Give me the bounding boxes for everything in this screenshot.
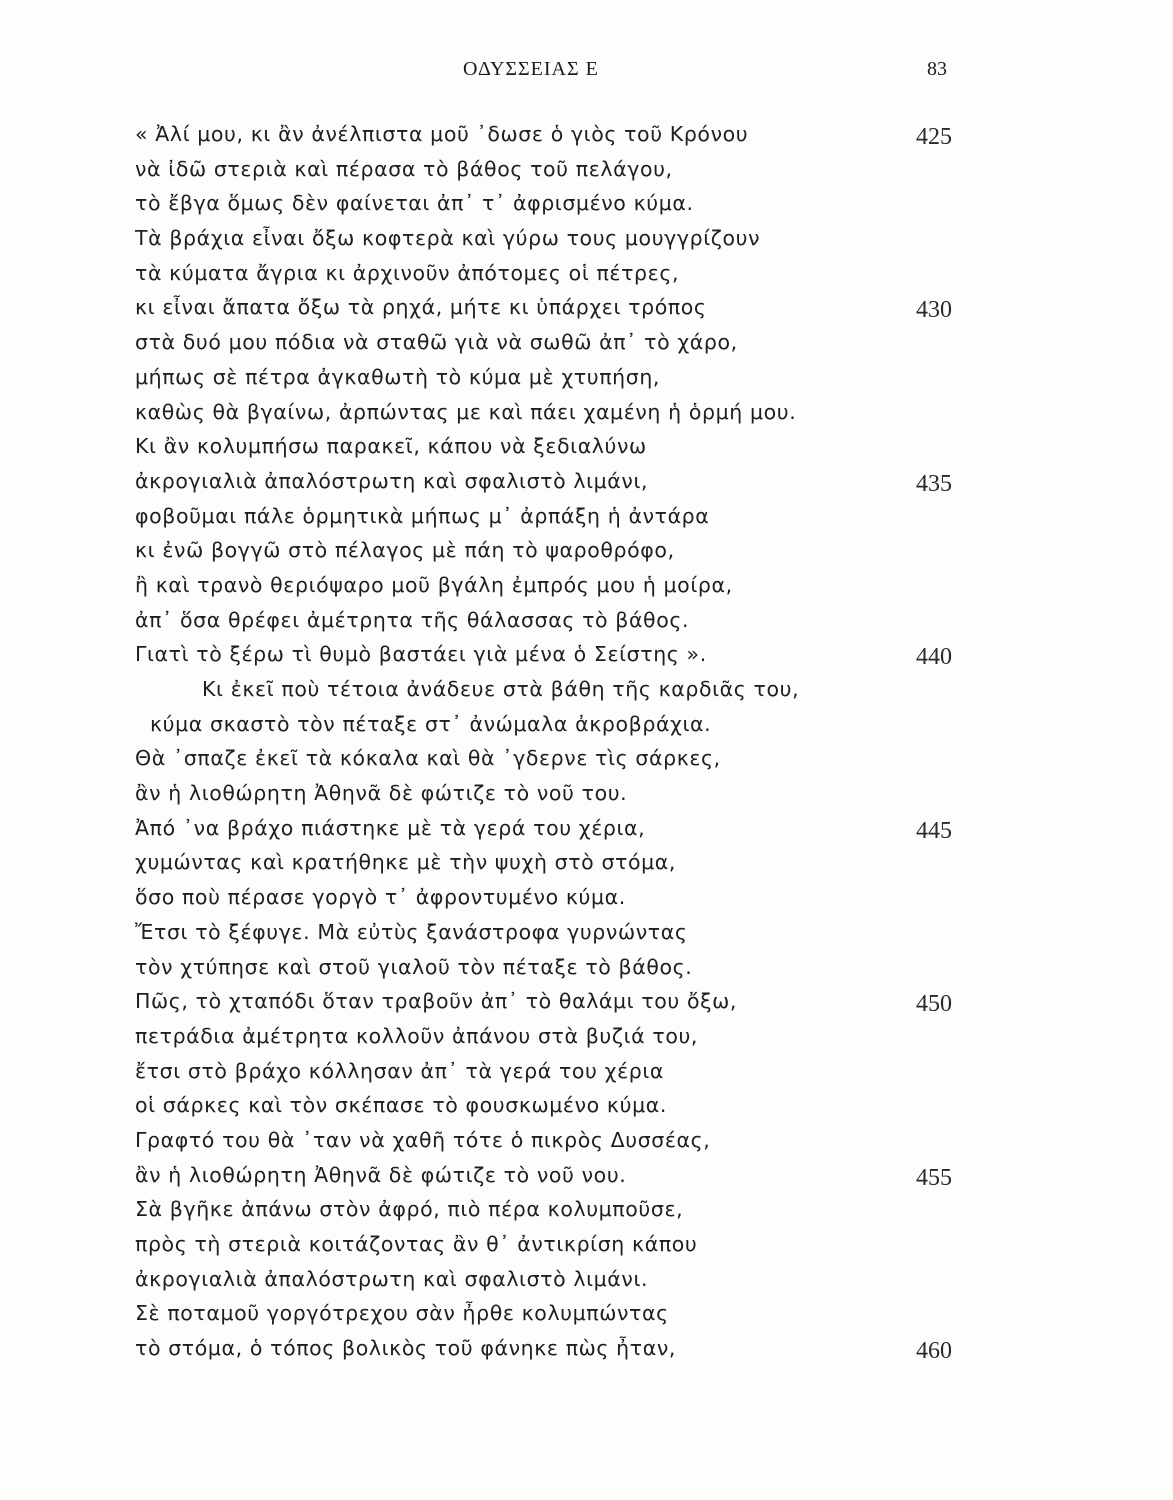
verse-line — [0, 257, 1173, 292]
verse-text: « Ἀλί μου, κι ἂν ἀνέλπιστα μοῦ ᾽δωσε ὁ γιὸς τοῦ Κρόνου — [135, 122, 749, 146]
verse-text: στὰ δυό μου πόδια νὰ σταθῶ γιὰ νὰ σωθῶ ἀπ᾽ τὸ χάρο, — [135, 330, 738, 355]
verse-line — [0, 396, 1173, 431]
verse-text: κύμα σκαστὸ τὸν πέταξε στ᾽ ἀνώμαλα ἀκροβράχια. — [150, 711, 712, 736]
verse-line — [0, 1228, 1173, 1263]
verse-text: Σὲ ποταμοῦ γοργότρεχου σὰν ἦρθε κολυμπώντας — [135, 1301, 669, 1326]
verse-line — [0, 1159, 1173, 1194]
line-number: 435 — [916, 470, 952, 497]
verse-text: μήπως σὲ πέτρα ἀγκαθωτὴ τὸ κύμα μὲ χτυπήση, — [135, 364, 661, 389]
verse-line — [0, 1193, 1173, 1228]
verse-line — [0, 534, 1173, 569]
verse-text: ὅσο ποὺ πέρασε γοργὸ τ᾽ ἀφροντυμένο κύμα. — [135, 885, 626, 910]
verse-text: οἱ σάρκες καὶ τὸν σκέπασε τὸ φουσκωμένο κύμα. — [135, 1093, 667, 1118]
verse-text: κι εἶναι ἄπατα ὄξω τὰ ρηχά, μήτε κι ὑπάρχει τρόπος — [135, 295, 707, 320]
verse-line — [0, 1020, 1173, 1055]
verse-line — [0, 430, 1173, 465]
verse-text: Σὰ βγῆκε ἀπάνω στὸν ἀφρό, πιὸ πέρα κολυμποῦσε, — [135, 1197, 684, 1222]
line-number: 460 — [916, 1338, 952, 1365]
verse-text: Γραφτό του θὰ ᾽ταν νὰ χαθῆ τότε ὁ πικρὸς Δυσσέας, — [135, 1127, 711, 1152]
verse-line — [0, 812, 1173, 847]
line-number: 445 — [916, 817, 952, 844]
verse-text: ἀκρογιαλιὰ ἀπαλόστρωτη καὶ σφαλιστὸ λιμάνι. — [135, 1266, 649, 1291]
verse-text: πετράδια ἀμέτρητα κολλοῦν ἀπάνου στὰ βυζιά του, — [135, 1023, 699, 1048]
page-header — [0, 58, 1173, 88]
verse-text: νὰ ἰδῶ στεριὰ καὶ πέρασα τὸ βάθος τοῦ πελάγου, — [135, 156, 673, 181]
verse-line — [0, 465, 1173, 500]
verse-text: τὸ στόμα, ὁ τόπος βολικὸς τοῦ φάνηκε πὼς ἦταν, — [135, 1336, 677, 1361]
verse-line — [0, 916, 1173, 951]
verse-text: τὰ κύματα ἄγρια κι ἀρχινοῦν ἀπότομες οἱ πέτρες, — [135, 260, 680, 285]
verse-text: ἀκρογιαλιὰ ἀπαλόστρωτη καὶ σφαλιστὸ λιμάνι, — [135, 468, 649, 493]
verse-line — [0, 604, 1173, 639]
verse-line — [0, 361, 1173, 396]
verse-line — [0, 153, 1173, 188]
verse-line — [0, 951, 1173, 986]
verse-line — [0, 291, 1173, 326]
verse-line — [0, 708, 1173, 743]
verse-line — [0, 881, 1173, 916]
verse-text: Ἔτσι τὸ ξέφυγε. Μὰ εὐτὺς ξανάστροφα γυρνώντας — [135, 919, 688, 944]
verse-text: Τὰ βράχια εἶναι ὄξω κοφτερὰ καὶ γύρω τους μουγγρίζουν — [135, 226, 761, 251]
verse-text: Γιατὶ τὸ ξέρω τὶ θυμὸ βαστάει γιὰ μένα ὁ Σείστης ». — [135, 642, 707, 667]
verse-line — [0, 1089, 1173, 1124]
verse-line — [0, 673, 1173, 708]
verse-line — [0, 777, 1173, 812]
verse-line — [0, 326, 1173, 361]
verse-text: τὸν χτύπησε καὶ στοῦ γιαλοῦ τὸν πέταξε τὸ βάθος. — [135, 954, 693, 979]
verse-line — [0, 569, 1173, 604]
verse-text: ἀπ᾽ ὅσα θρέφει ἀμέτρητα τῆς θάλασσας τὸ βάθος. — [135, 607, 690, 632]
line-number: 450 — [916, 991, 952, 1018]
line-number: 455 — [916, 1164, 952, 1191]
running-title: ΟΔΥΣΣΕΙΑΣ Ε — [463, 58, 599, 80]
verse-line — [0, 118, 1173, 153]
verse-text: Κι ἐκεῖ ποὺ τέτοια ἀνάδευε στὰ βάθη τῆς καρδιᾶς του, — [202, 677, 800, 701]
verse-line — [0, 1297, 1173, 1332]
verse-line — [0, 187, 1173, 222]
verse-line — [0, 222, 1173, 257]
verse-text: Κι ἂν κολυμπήσω παρακεῖ, κάπου νὰ ξεδιαλύνω — [135, 434, 647, 459]
verse-line — [0, 846, 1173, 881]
verse-line — [0, 500, 1173, 535]
verse-text: Πῶς, τὸ χταπόδι ὅταν τραβοῦν ἀπ᾽ τὸ θαλάμι του ὄξω, — [135, 989, 738, 1014]
verse-text: Θὰ ᾽σπαζε ἐκεῖ τὰ κόκαλα καὶ θὰ ᾽γδερνε τὶς σάρκες, — [135, 746, 721, 771]
verse-line — [0, 1263, 1173, 1298]
verse-text: φοβοῦμαι πάλε ὁρμητικὰ μήπως μ᾽ ἀρπάξη ἡ ἀντάρα — [135, 503, 710, 528]
verse-text: χυμώντας καὶ κρατήθηκε μὲ τὴν ψυχὴ στὸ στόμα, — [135, 850, 676, 875]
verse-text: τὸ ἔβγα ὅμως δὲν φαίνεται ἀπ᾽ τ᾽ ἀφρισμένο κύμα. — [135, 191, 694, 216]
verse-line — [0, 985, 1173, 1020]
verse-text: καθὼς θὰ βγαίνω, ἀρπώντας με καὶ πάει χαμένη ἡ ὁρμή μου. — [135, 399, 797, 424]
verse-text: ἢ καὶ τρανὸ θεριόψαρο μοῦ βγάλη ἐμπρός μου ἡ μοίρα, — [135, 572, 733, 597]
verse-line — [0, 1332, 1173, 1367]
verse-text: ἂν ἡ λιοθώρητη Ἀθηνᾶ δὲ φώτιζε τὸ νοῦ του. — [135, 781, 628, 806]
verse-text: κι ἐνῶ βογγῶ στὸ πέλαγος μὲ πάη τὸ ψαροθρόφο, — [135, 538, 675, 563]
verse-line — [0, 1124, 1173, 1159]
verse-line — [0, 1055, 1173, 1090]
verse-text: ἔτσι στὸ βράχο κόλλησαν ἀπ᾽ τὰ γερά του χέρια — [135, 1058, 665, 1083]
verse-text: ἂν ἡ λιοθώρητη Ἀθηνᾶ δὲ φώτιζε τὸ νοῦ νου. — [135, 1162, 627, 1187]
line-number: 430 — [916, 297, 952, 324]
verse-text: πρὸς τὴ στεριὰ κοιτάζοντας ἂν θ᾽ ἀντικρίση κάπου — [135, 1232, 698, 1256]
line-number: 425 — [916, 124, 952, 150]
page-number: 83 — [927, 58, 947, 80]
verse-text: Ἀπό ᾽να βράχο πιάστηκε μὲ τὰ γερά του χέρια, — [135, 815, 646, 840]
line-number: 440 — [916, 644, 952, 671]
poem-text — [0, 118, 1173, 1367]
verse-line — [0, 742, 1173, 777]
verse-line — [0, 638, 1173, 673]
